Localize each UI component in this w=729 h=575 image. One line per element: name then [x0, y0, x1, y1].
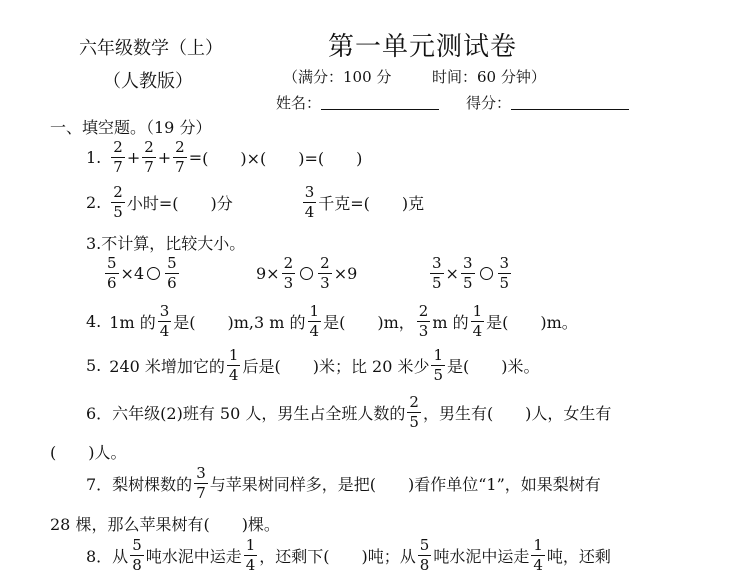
q6-continuation[interactable]: ( )人。 [50, 443, 127, 462]
q3-compare-b [256, 256, 357, 291]
q1-fraction-c: $\frac{2}{7}$ [175, 138, 185, 176]
q4-text-4: m 的 [432, 313, 469, 332]
compare-circle[interactable] [147, 267, 160, 280]
q3c-fraction-2: $\frac{3}{5}$ [462, 254, 473, 292]
q8-text-5: 吨，还剩 [546, 547, 611, 566]
score-info: （满分：100 分 [283, 68, 392, 86]
time-info: 时间：60 分钟） [432, 68, 546, 86]
compare-circle[interactable] [300, 267, 313, 280]
plus-sign: + [157, 148, 172, 167]
q8-text-2: 吨水泥中运走 [145, 547, 242, 566]
compare-circle[interactable] [480, 267, 493, 280]
q4-text-2[interactable]: 是( )m,3 m 的 [173, 313, 306, 332]
q6-fraction: $\frac{2}{5}$ [409, 393, 419, 431]
q8-fraction-2: $\frac{1}{4}$ [245, 536, 256, 574]
q1-fraction-a: $\frac{2}{7}$ [113, 138, 123, 176]
q7-continuation[interactable]: 28 棵，那么苹果树有( )棵。 [50, 515, 280, 534]
q7-text-2[interactable]: 与苹果树同样多，是把( )看作单位“1”，如果梨树有 [209, 475, 601, 494]
q4-fraction-3: $\frac{2}{3}$ [418, 302, 429, 340]
q4-text-3[interactable]: 是( )m， [323, 313, 415, 332]
q3b-suffix: ×9 [333, 264, 358, 283]
q2-number: 2. [86, 193, 102, 212]
q3-compare-c [428, 256, 513, 291]
question-2 [86, 185, 424, 220]
q7-text-1: 7．梨树棵数的 [86, 475, 193, 494]
q3b-fraction-right: $\frac{2}{3}$ [320, 254, 330, 292]
q5-text-1: 240 米增加它的 [109, 357, 225, 376]
name-field [276, 92, 439, 113]
q2-fraction-a: $\frac{2}{5}$ [113, 183, 123, 221]
question-7 [86, 466, 601, 501]
q2-part-b-text[interactable]: 千克=( )克 [318, 194, 425, 213]
q1-number: 1. [86, 148, 102, 167]
score-field [466, 92, 629, 113]
q8-text-1: 8．从 [86, 547, 129, 566]
q4-fraction-4: $\frac{1}{4}$ [472, 302, 483, 340]
question-5 [86, 348, 540, 383]
q5-fraction-1: $\frac{1}{4}$ [228, 346, 239, 384]
q8-fraction-4: $\frac{1}{4}$ [533, 536, 543, 574]
q1-fraction-b: $\frac{2}{7}$ [144, 138, 154, 176]
q8-text-3[interactable]: ，还剩下( )吨；从 [259, 547, 416, 566]
q7-fraction: $\frac{3}{7}$ [196, 464, 206, 502]
question-8 [86, 538, 611, 573]
q5-fraction-2: $\frac{1}{5}$ [433, 346, 444, 384]
q3c-fraction-3: $\frac{3}{5}$ [499, 254, 510, 292]
q2-fraction-b: $\frac{3}{4}$ [304, 183, 315, 221]
question-1 [86, 140, 362, 175]
score-label: 得分： [466, 94, 512, 112]
q5-text-3[interactable]: 是( )米。 [447, 357, 540, 376]
q4-text-1: 1m 的 [109, 313, 156, 332]
q4-fraction-2: $\frac{1}{4}$ [309, 302, 320, 340]
q3-compare-a [103, 256, 181, 291]
q1-answer-blanks[interactable]: ( )×( )=( ) [202, 149, 363, 168]
page-title: 第一单元测试卷 [328, 32, 518, 62]
q3-instruction: 3.不计算，比较大小。 [86, 234, 246, 253]
q4-text-5[interactable]: 是( )m。 [486, 313, 578, 332]
q6-text-2[interactable]: ，男生有( )人，女生有 [422, 404, 612, 423]
q3b-prefix: 9× [256, 264, 280, 283]
q3c-multiply: × [445, 264, 459, 283]
q8-fraction-1: $\frac{5}{8}$ [132, 536, 142, 574]
section-heading: 一、填空题。（19 分） [50, 118, 212, 137]
q5-number: 5. [86, 356, 102, 375]
q6-text-1: 6．六年级(2)班有 50 人，男生占全班人数的 [86, 404, 406, 423]
question-4 [86, 304, 578, 339]
q4-number: 4. [86, 312, 102, 331]
equals-sign: = [188, 148, 203, 167]
grade-label: 六年级数学（上） [79, 38, 223, 59]
name-label: 姓名： [276, 94, 322, 112]
q8-text-4: 吨水泥中运走 [433, 547, 530, 566]
q4-fraction-1: $\frac{3}{4}$ [159, 302, 170, 340]
question-6 [86, 395, 611, 430]
q3c-fraction-1: $\frac{3}{5}$ [432, 254, 442, 292]
score-blank[interactable] [511, 95, 629, 110]
q5-text-2[interactable]: 后是( )米；比 20 米少 [242, 357, 430, 376]
q2-part-a-text[interactable]: 小时=( )分 [126, 194, 233, 213]
edition-label: （人教版） [103, 71, 193, 92]
plus-sign: + [126, 148, 141, 167]
q3a-fraction-left: $\frac{5}{6}$ [107, 254, 117, 292]
q3a-multiply: ×4 [120, 264, 145, 283]
q3a-fraction-right: $\frac{5}{6}$ [167, 254, 177, 292]
q3b-fraction-left: $\frac{2}{3}$ [283, 254, 294, 292]
q8-fraction-3: $\frac{5}{8}$ [419, 536, 430, 574]
name-blank[interactable] [321, 95, 439, 110]
